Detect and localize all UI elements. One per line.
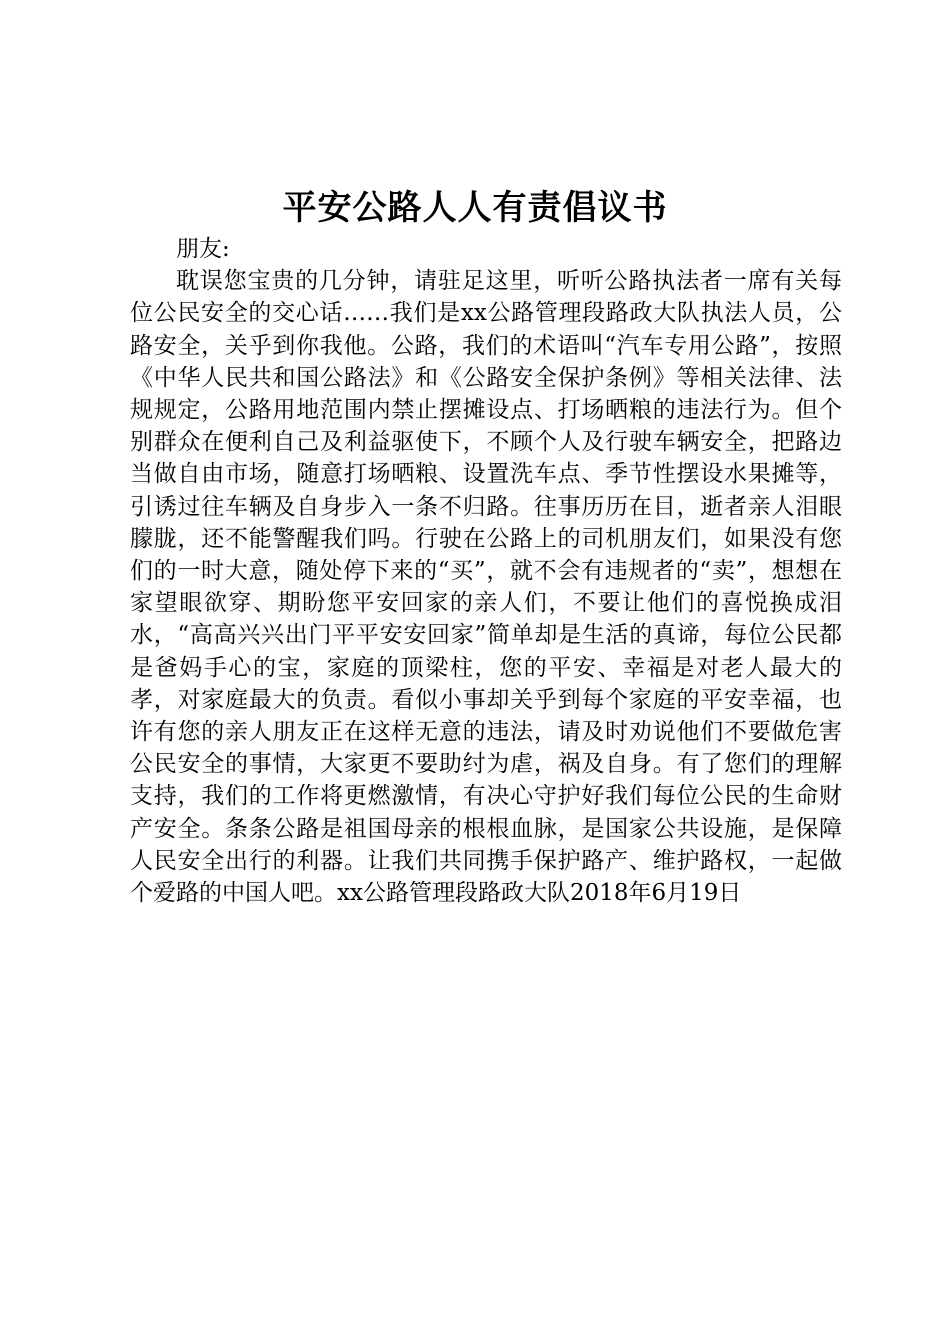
body-paragraph: 耽误您宝贵的几分钟，请驻足这里，听听公路执法者一席有关每位公民安全的交心话……我们是xx公路管理段路政大队执法人员，公路安全，关乎到你我他。公路，我们的术语叫“汽车专用公路”，按照《中华人民共和国公路法》和《公路安全保护条例》等相关法律、法规规定，公路用地范围内禁止摆摊设点、打场晒粮的违法行为。但个别群众在便利自己及利益驱使下，不顾个人及行驶车辆安全，把路边当做自由市场，随意打场晒粮、设置洗车点、季节性摆设水果摊等，引诱过往车辆及自身步入一条不归路。往事历历在目，逝者亲人泪眼朦胧，还不能警醒我们吗。行驶在公路上的司机朋友们，如果没有您们的一时大意，随处停下来的“买”，就不会有违规者的“卖”，想想在家望眼欲穿、期盼您平安回家的亲人们，不要让他们的喜悦换成泪水，“高高兴兴出门平平安安回家”简单却是生活的真谛，每位公民都是爸妈手心的宝，家庭的顶梁柱，您的平安、幸福是对老人最大的孝，对家庭最大的负责。看似小事却关乎到每个家庭的平安幸福，也许有您的亲人朋友正在这样无意的违法，请及时劝说他们不要做危害公民安全的事情，大家更不要助纣为虐，祸及自身。有了您们的理解支持，我们的工作将更燃激情，有决心守护好我们每位公民的生命财产安全。条条公路是祖国母亲的根根血脉，是国家公共设施，是保障人民安全出行的利器。让我们共同携手保护路产、维护路权，一起做个爱路的中国人吧。xx公路管理段路政大队2018年6月19日	[130, 268, 842, 907]
document-body	[130, 233, 842, 909]
document-title: 平安公路人人有责倡议书	[282, 188, 668, 228]
salutation: 朋友:	[176, 236, 230, 262]
